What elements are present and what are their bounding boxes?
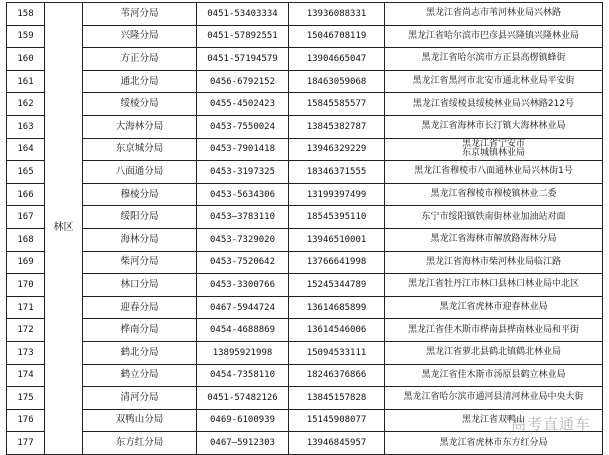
phone-cell: 0454-7358110	[197, 364, 289, 387]
table-row	[7, 115, 603, 138]
address-cell: 黑龙江省宁安市 东京城镇林业局	[385, 138, 603, 161]
mobile-cell: 18545395110	[289, 206, 385, 229]
row-number-cell: 168	[7, 228, 45, 251]
phone-cell: 0455-4502423	[197, 93, 289, 116]
address-cell: 东宁市绥阳镇铁南街林业加油站对面	[385, 206, 603, 229]
row-number-cell: 169	[7, 251, 45, 274]
row-number-cell: 170	[7, 274, 45, 297]
mobile-cell: 18463059068	[289, 70, 385, 93]
mobile-cell: 13904665047	[289, 48, 385, 71]
branch-name-cell: 林口分局	[83, 274, 197, 297]
branch-name-cell: 鹤北分局	[83, 341, 197, 364]
phone-cell: 0453-3197325	[197, 161, 289, 184]
branch-name-cell: 兴隆分局	[83, 25, 197, 48]
branch-name-cell: 东京城分局	[83, 138, 197, 161]
row-number-cell: 177	[7, 432, 45, 455]
table-row	[7, 138, 603, 161]
branch-name-cell: 海林分局	[83, 228, 197, 251]
branch-name-cell: 双鸭山分局	[83, 409, 197, 432]
address-cell: 黑龙江省哈尔滨市通河县清河林业局中央大街	[385, 387, 603, 410]
row-number-cell: 166	[7, 183, 45, 206]
address-cell: 黑龙江省海林市长汀镇大海林林业局	[385, 115, 603, 138]
row-number-cell: 167	[7, 206, 45, 229]
address-cell: 黑龙江省海林市解放路海林分局	[385, 228, 603, 251]
mobile-cell: 13946510001	[289, 228, 385, 251]
row-number-cell: 174	[7, 364, 45, 387]
table-row	[7, 251, 603, 274]
branch-name-cell: 绥棱分局	[83, 93, 197, 116]
mobile-cell: 18246376866	[289, 364, 385, 387]
table-body	[7, 3, 603, 455]
phone-cell: 0453-7901418	[197, 138, 289, 161]
branch-name-cell: 八面通分局	[83, 161, 197, 184]
mobile-cell: 13936088331	[289, 3, 385, 26]
branch-name-cell: 鹤立分局	[83, 364, 197, 387]
branch-name-cell: 桦南分局	[83, 319, 197, 342]
mobile-cell: 13199397499	[289, 183, 385, 206]
mobile-cell: 13946329229	[289, 138, 385, 161]
phone-cell: 0469-6100939	[197, 409, 289, 432]
row-number-cell: 163	[7, 115, 45, 138]
branch-name-cell: 大海林分局	[83, 115, 197, 138]
row-number-cell: 176	[7, 409, 45, 432]
branch-name-cell: 绥阳分局	[83, 206, 197, 229]
phone-cell: 0453-7329020	[197, 228, 289, 251]
branch-name-cell: 清河分局	[83, 387, 197, 410]
mobile-cell: 15845585577	[289, 93, 385, 116]
mobile-cell: 18346371555	[289, 161, 385, 184]
table-row	[7, 48, 603, 71]
phone-cell: 0453-3300766	[197, 274, 289, 297]
phone-cell: 0453-7550024	[197, 115, 289, 138]
address-cell: 黑龙江省双鸭山	[385, 409, 603, 432]
table-row	[7, 3, 603, 26]
table-row	[7, 161, 603, 184]
phone-cell: 0451-57194579	[197, 48, 289, 71]
branch-name-cell: 柴河分局	[83, 251, 197, 274]
phone-cell: 0451-53403334	[197, 3, 289, 26]
mobile-cell: 15245344789	[289, 274, 385, 297]
phone-cell: 0451-57892551	[197, 25, 289, 48]
row-number-cell: 162	[7, 93, 45, 116]
row-number-cell: 171	[7, 296, 45, 319]
table-row	[7, 228, 603, 251]
address-cell: 黑龙江省牡丹江市林口县林口林业局中北区	[385, 274, 603, 297]
row-number-cell: 173	[7, 341, 45, 364]
address-cell: 黑龙江省绥棱县绥棱林业局兴林路212号	[385, 93, 603, 116]
branch-name-cell: 方正分局	[83, 48, 197, 71]
mobile-cell: 13614685899	[289, 296, 385, 319]
phone-cell: 13895921998	[197, 341, 289, 364]
watermark: 高考直通车	[510, 415, 591, 433]
address-cell: 黑龙江省萝北县鹤北镇鹤北林业局	[385, 341, 603, 364]
table-row	[7, 296, 603, 319]
row-number-cell: 172	[7, 319, 45, 342]
address-cell: 黑龙江省虎林市迎春林业局	[385, 296, 603, 319]
address-cell: 黑龙江省哈尔滨市巴彦县兴隆镇兴隆林业局	[385, 25, 603, 48]
address-cell: 黑龙江省穆棱市八面通林业局兴林街1号	[385, 161, 603, 184]
address-cell: 黑龙江省黑河市北安市通北林业局平安街	[385, 70, 603, 93]
row-number-cell: 161	[7, 70, 45, 93]
phone-cell: 0467—5912303	[197, 432, 289, 455]
phone-cell: 0456-6792152	[197, 70, 289, 93]
mobile-cell: 15094533111	[289, 341, 385, 364]
address-cell: 黑龙江省尚志市苇河林业局兴林路	[385, 3, 603, 26]
mobile-cell: 15046708119	[289, 25, 385, 48]
table-row	[7, 364, 603, 387]
mobile-cell: 13946845957	[289, 432, 385, 455]
row-number-cell: 175	[7, 387, 45, 410]
branch-name-cell: 通北分局	[83, 70, 197, 93]
table-row	[7, 274, 603, 297]
row-number-cell: 159	[7, 25, 45, 48]
mobile-cell: 13614546006	[289, 319, 385, 342]
mobile-cell: 15145908077	[289, 409, 385, 432]
address-cell: 黑龙江省佳木斯市汤原县鹤立林业局	[385, 364, 603, 387]
table-row	[7, 319, 603, 342]
table-row	[7, 25, 603, 48]
address-cell: 黑龙江省虎林市东方红分局	[385, 432, 603, 455]
mobile-cell: 13845157828	[289, 387, 385, 410]
address-cell: 黑龙江省佳木斯市桦南县桦南林业局和平街	[385, 319, 603, 342]
branch-name-cell: 苇河分局	[83, 3, 197, 26]
branch-name-cell: 穆棱分局	[83, 183, 197, 206]
table-row	[7, 206, 603, 229]
category-cell: 林区	[45, 3, 83, 455]
address-cell: 黑龙江省海林市柴河林业局临江路	[385, 251, 603, 274]
phone-cell: 0453—3783110	[197, 206, 289, 229]
phone-cell: 0454-4688869	[197, 319, 289, 342]
row-number-cell: 160	[7, 48, 45, 71]
table-row	[7, 432, 603, 455]
branch-name-cell: 迎春分局	[83, 296, 197, 319]
branch-name-cell: 东方红分局	[83, 432, 197, 455]
police-directory-table	[6, 2, 603, 455]
mobile-cell: 13845382787	[289, 115, 385, 138]
row-number-cell: 164	[7, 138, 45, 161]
phone-cell: 0453-7520642	[197, 251, 289, 274]
table-row	[7, 93, 603, 116]
table-row	[7, 70, 603, 93]
row-number-cell: 158	[7, 3, 45, 26]
row-number-cell: 165	[7, 161, 45, 184]
address-cell: 黑龙江省穆棱市穆棱镇林业二委	[385, 183, 603, 206]
phone-cell: 0453-5634306	[197, 183, 289, 206]
table-row	[7, 341, 603, 364]
table-row	[7, 387, 603, 410]
table-row	[7, 183, 603, 206]
mobile-cell: 13766641998	[289, 251, 385, 274]
phone-cell: 0451-57482126	[197, 387, 289, 410]
address-cell: 黑龙江省哈尔滨市方正县高楞镇蜂街	[385, 48, 603, 71]
phone-cell: 0467-5944724	[197, 296, 289, 319]
